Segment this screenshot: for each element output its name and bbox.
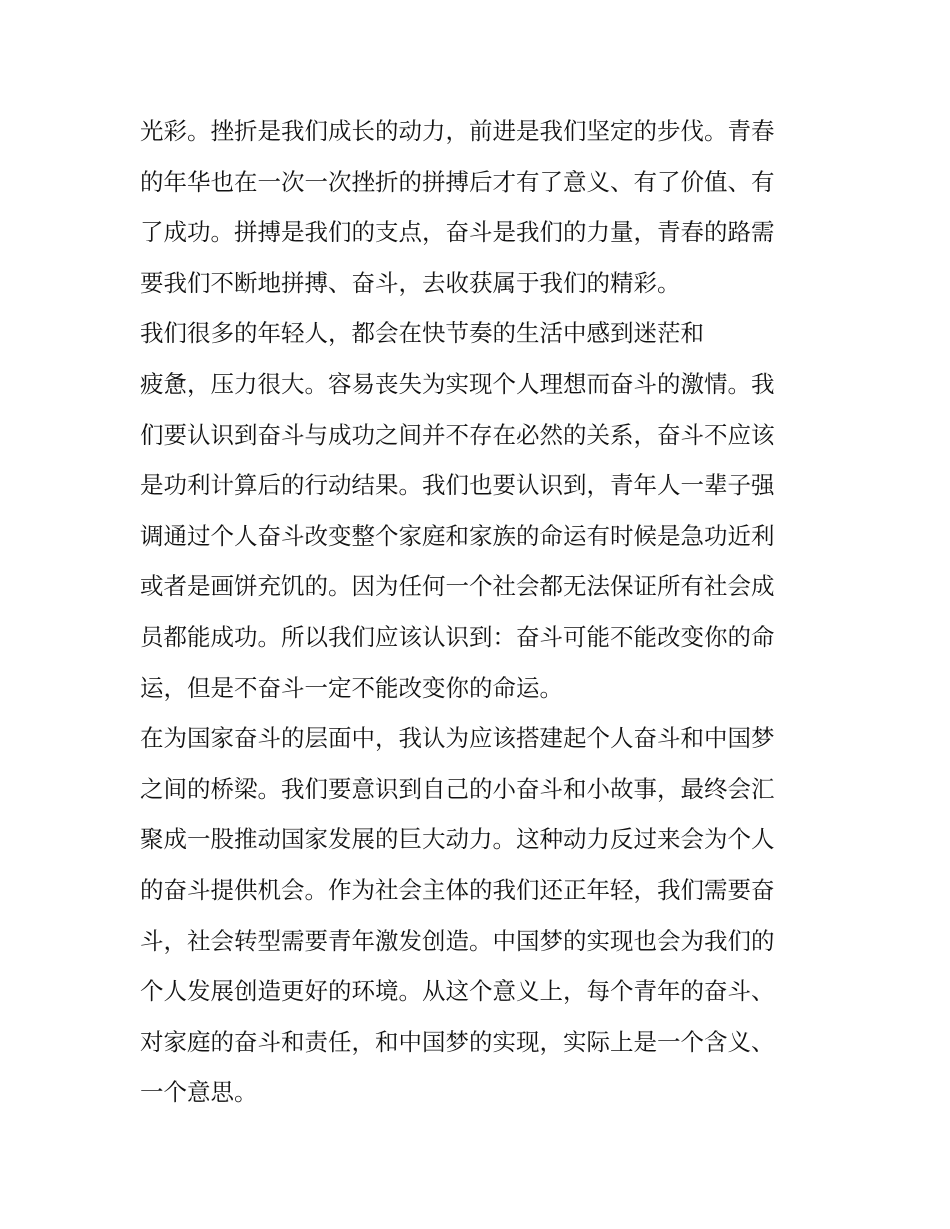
body-text — [140, 106, 820, 1118]
text-line: 之间的桥梁。我们要意识到自己的小奋斗和小故事，最终会汇 — [140, 774, 775, 803]
text-line: 我们很多的年轻人，都会在快节奏的生活中感到迷茫和 — [140, 319, 704, 348]
text-line: 的年华也在一次一次挫折的拼搏后才有了意义、有了价值、有 — [140, 167, 775, 196]
text-line: 运，但是不奋斗一定不能改变你的命运。 — [140, 673, 563, 702]
text-line: 员都能成功。所以我们应该认识到：奋斗可能不能改变你的命 — [140, 622, 775, 651]
text-line: 对家庭的奋斗和责任，和中国梦的实现，实际上是一个含义、 — [140, 1027, 775, 1056]
text-line: 调通过个人奋斗改变整个家庭和家族的命运有时候是急功近利 — [140, 521, 775, 550]
text-line: 们要认识到奋斗与成功之间并不存在必然的关系，奋斗不应该 — [140, 420, 775, 449]
text-line: 一个意思。 — [140, 1078, 258, 1107]
text-line: 在为国家奋斗的层面中，我认为应该搭建起个人奋斗和中国梦 — [140, 724, 775, 753]
text-line: 光彩。挫折是我们成长的动力，前进是我们坚定的步伐。青春 — [140, 117, 775, 145]
text-line: 个人发展创造更好的环境。从这个意义上，每个青年的奋斗、 — [140, 977, 775, 1006]
text-line: 疲惫，压力很大。容易丧失为实现个人理想而奋斗的激情。我 — [140, 369, 775, 398]
text-line: 聚成一股推动国家发展的巨大动力。这种动力反过来会为个人 — [140, 825, 775, 854]
text-line: 了成功。拼搏是我们的支点，奋斗是我们的力量，青春的路需 — [140, 218, 775, 247]
text-line: 要我们不断地拼搏、奋斗，去收获属于我们的精彩。 — [140, 268, 681, 297]
text-line: 或者是画饼充饥的。因为任何一个社会都无法保证所有社会成 — [140, 572, 775, 601]
text-line: 是功利计算后的行动结果。我们也要认识到，青年人一辈子强 — [140, 471, 775, 500]
text-line: 的奋斗提供机会。作为社会主体的我们还正年轻，我们需要奋 — [140, 875, 775, 904]
text-line: 斗，社会转型需要青年激发创造。中国梦的实现也会为我们的 — [140, 926, 775, 955]
